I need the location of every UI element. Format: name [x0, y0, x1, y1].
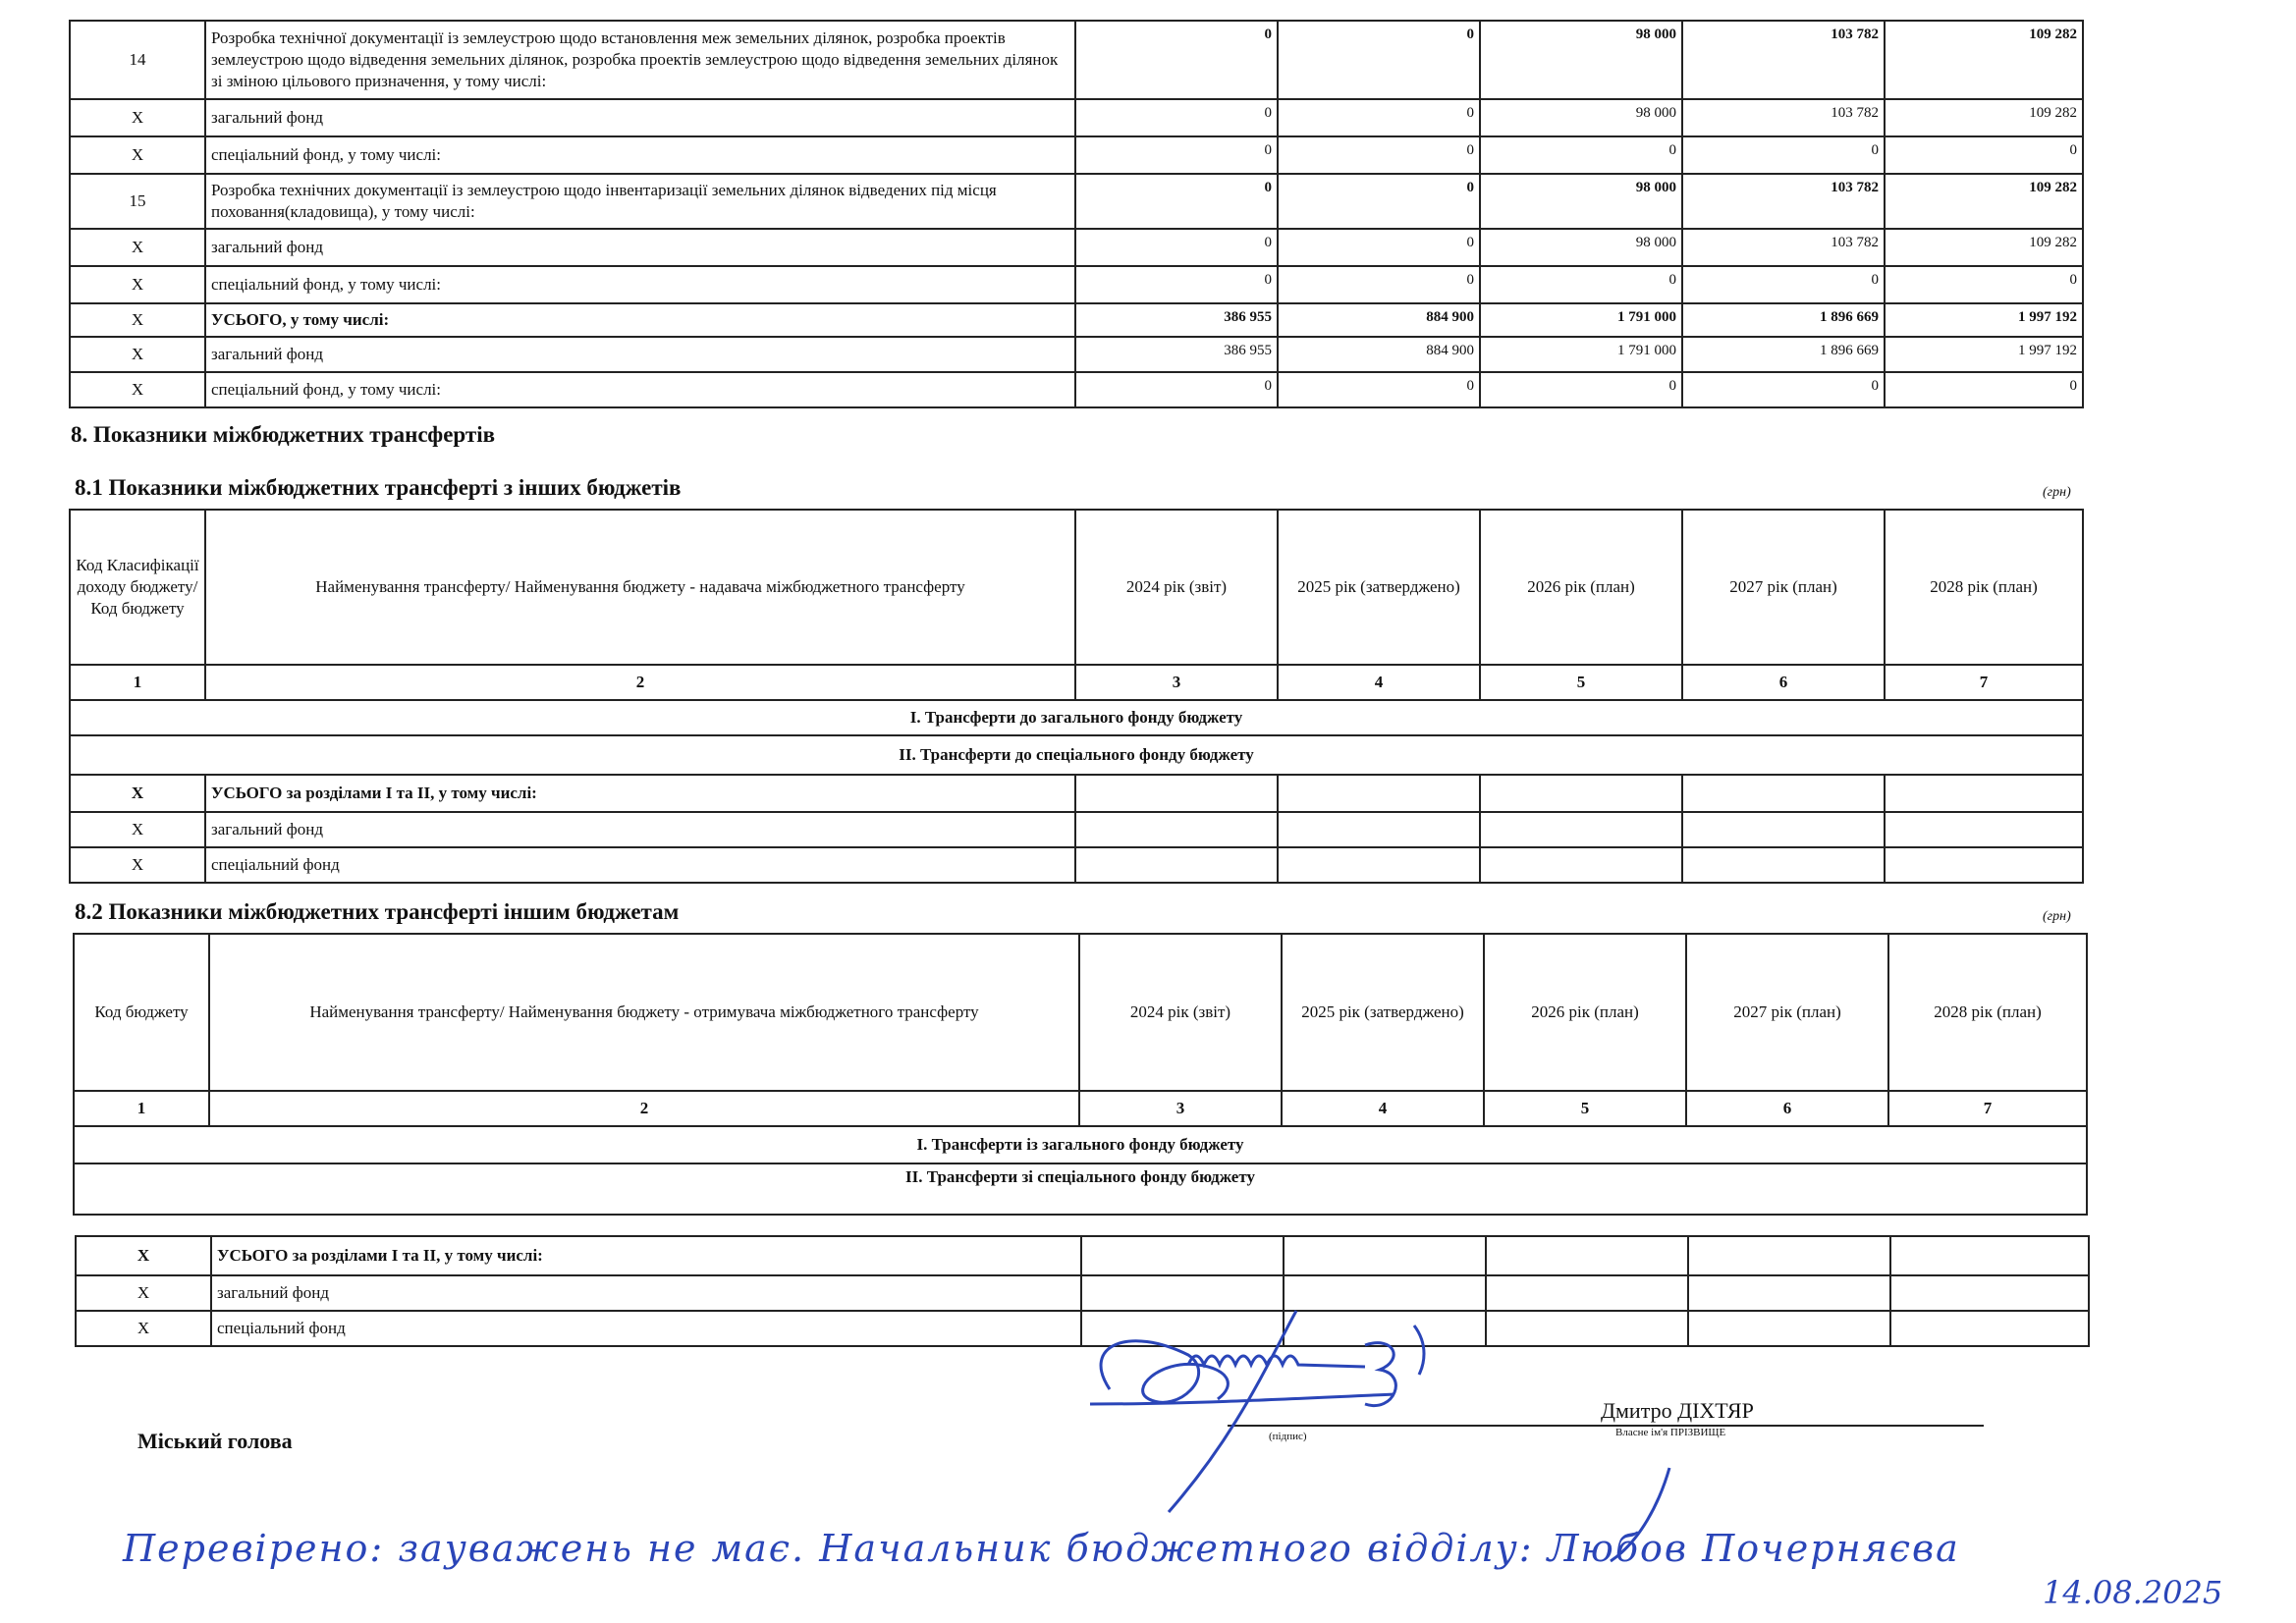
- row-code: X: [70, 775, 205, 812]
- value-2024: 0: [1075, 136, 1278, 174]
- row-code: X: [70, 266, 205, 303]
- table-row: [70, 21, 2083, 99]
- table-row: [70, 99, 2083, 136]
- name-caption: Власне ім'я ПРІЗВИЩЕ: [1615, 1427, 1726, 1438]
- table-row: [70, 136, 2083, 174]
- handwritten-signature: [1070, 1306, 1561, 1532]
- value-2025: 884 900: [1278, 303, 1480, 337]
- row-name: спеціальний фонд: [205, 847, 1075, 883]
- value-2028: 109 282: [1885, 21, 2083, 99]
- value-2028: 109 282: [1885, 229, 2083, 266]
- value-2027: 103 782: [1682, 99, 1885, 136]
- group-general-fund: І. Трансферти до загального фонду бюджету: [70, 700, 2083, 735]
- value-2024: 0: [1075, 266, 1278, 303]
- handwritten-approval-note: Перевірено: зауважень не має. Начальник бюджетного відділу: Любов Почерняєва: [123, 1527, 1960, 1570]
- row-code: X: [70, 372, 205, 407]
- value-2027: 0: [1682, 372, 1885, 407]
- column-number: 7: [1888, 1091, 2087, 1126]
- row-code: X: [70, 303, 205, 337]
- value-2028: 1 997 192: [1885, 303, 2083, 337]
- value-2027: 1 896 669: [1682, 337, 1885, 372]
- row-code: 14: [70, 21, 205, 99]
- units-label: (грн): [2043, 909, 2071, 924]
- header-2028: 2028 рік (план): [1888, 934, 2087, 1091]
- value-2024: 386 955: [1075, 303, 1278, 337]
- section-8-2-title: 8.2 Показники міжбюджетних трансферті іншим бюджетам: [75, 899, 680, 924]
- column-number: 6: [1682, 665, 1885, 700]
- header-2026: 2026 рік (план): [1480, 510, 1682, 665]
- signer-position: Міський голова: [137, 1429, 293, 1453]
- transfers-out-table: [73, 933, 2088, 1216]
- row-code: X: [70, 99, 205, 136]
- value-2024: 0: [1075, 229, 1278, 266]
- table-row: [70, 337, 2083, 372]
- units-label: (грн): [2043, 485, 2071, 500]
- value-2027: 0: [1682, 266, 1885, 303]
- row-name: УСЬОГО, у тому числі:: [205, 303, 1075, 337]
- row-name: загальний фонд: [205, 812, 1075, 847]
- column-number: 2: [209, 1091, 1079, 1126]
- column-number: 4: [1278, 665, 1480, 700]
- section-8-title: 8. Показники міжбюджетних трансфертів: [71, 422, 496, 447]
- row-name: загальний фонд: [205, 337, 1075, 372]
- header-2025: 2025 рік (затверджено): [1282, 934, 1484, 1091]
- value-2028: 109 282: [1885, 99, 2083, 136]
- value-2027: 103 782: [1682, 229, 1885, 266]
- value-2024: 0: [1075, 372, 1278, 407]
- value-2028: 0: [1885, 136, 2083, 174]
- row-name: Розробка технічних документації із землеустрою щодо інвентаризації земельних ділянок відведених під місця поховання(кладовища), у тому числі:: [205, 174, 1075, 229]
- value-2026: 1 791 000: [1480, 337, 1682, 372]
- group-special-fund: ІІ. Трансферти зі спеціального фонду бюджету: [74, 1163, 2087, 1215]
- value-2026: 0: [1480, 136, 1682, 174]
- row-code: X: [70, 136, 205, 174]
- row-code: X: [70, 847, 205, 883]
- value-2028: 0: [1885, 372, 2083, 407]
- value-2024: 0: [1075, 21, 1278, 99]
- handwritten-date: 14.08.2025: [2043, 1574, 2223, 1611]
- column-number: 4: [1282, 1091, 1484, 1126]
- value-2025: 0: [1278, 174, 1480, 229]
- table-row: [70, 266, 2083, 303]
- column-number: 5: [1484, 1091, 1686, 1126]
- header-2027: 2027 рік (план): [1686, 934, 1888, 1091]
- header-code: Код бюджету: [74, 934, 209, 1091]
- header-name: Найменування трансферту/ Найменування бюджету - надавача міжбюджетного трансферту: [205, 510, 1075, 665]
- section-8-1-title: 8.1 Показники міжбюджетних трансферті з інших бюджетів: [75, 475, 682, 500]
- column-number: 5: [1480, 665, 1682, 700]
- value-2024: 0: [1075, 174, 1278, 229]
- row-name: загальний фонд: [211, 1275, 1081, 1311]
- value-2024: 386 955: [1075, 337, 1278, 372]
- row-name: спеціальний фонд, у тому числі:: [205, 266, 1075, 303]
- value-2025: 0: [1278, 266, 1480, 303]
- value-2026: 98 000: [1480, 174, 1682, 229]
- header-2027: 2027 рік (план): [1682, 510, 1885, 665]
- value-2027: 103 782: [1682, 21, 1885, 99]
- column-number: 6: [1686, 1091, 1888, 1126]
- value-2027: 0: [1682, 136, 1885, 174]
- value-2028: 1 997 192: [1885, 337, 2083, 372]
- value-2026: 1 791 000: [1480, 303, 1682, 337]
- column-number: 3: [1079, 1091, 1282, 1126]
- value-2025: 0: [1278, 21, 1480, 99]
- value-2027: 1 896 669: [1682, 303, 1885, 337]
- value-2026: 98 000: [1480, 99, 1682, 136]
- row-name: спеціальний фонд, у тому числі:: [205, 136, 1075, 174]
- value-2025: 884 900: [1278, 337, 1480, 372]
- transfers-in-table: [69, 509, 2084, 884]
- signature-caption: (підпис): [1269, 1431, 1307, 1442]
- row-code: X: [76, 1275, 211, 1311]
- column-number: 1: [74, 1091, 209, 1126]
- header-2028: 2028 рік (план): [1885, 510, 2083, 665]
- header-code: Код Класифікації доходу бюджету/Код бюджету: [70, 510, 205, 665]
- group-special-fund: ІІ. Трансферти до спеціального фонду бюджету: [70, 735, 2083, 775]
- value-2027: 103 782: [1682, 174, 1885, 229]
- row-code: X: [76, 1236, 211, 1275]
- value-2028: 109 282: [1885, 174, 2083, 229]
- row-name: загальний фонд: [205, 99, 1075, 136]
- value-2025: 0: [1278, 372, 1480, 407]
- column-number: 2: [205, 665, 1075, 700]
- value-2025: 0: [1278, 99, 1480, 136]
- column-number: 1: [70, 665, 205, 700]
- row-name: Розробка технічної документації із землеустрою щодо встановлення меж земельних ділянок, розробка проектів землеустрою щодо відведення земельних ділянок, розробка проектів землеустрою щодо відведення земельних ділянок зі зміною цільового призначення, у тому числі:: [205, 21, 1075, 99]
- value-2026: 98 000: [1480, 21, 1682, 99]
- value-2025: 0: [1278, 229, 1480, 266]
- row-name: спеціальний фонд: [211, 1311, 1081, 1346]
- value-2028: 0: [1885, 266, 2083, 303]
- header-name: Найменування трансферту/ Найменування бюджету - отримувача міжбюджетного трансферту: [209, 934, 1079, 1091]
- table-row: [70, 229, 2083, 266]
- group-general-fund: І. Трансферти із загального фонду бюджету: [74, 1126, 2087, 1163]
- value-2024: 0: [1075, 99, 1278, 136]
- row-code: X: [70, 229, 205, 266]
- row-name: загальний фонд: [205, 229, 1075, 266]
- header-2025: 2025 рік (затверджено): [1278, 510, 1480, 665]
- value-2026: 0: [1480, 266, 1682, 303]
- row-code: X: [70, 337, 205, 372]
- column-number: 7: [1885, 665, 2083, 700]
- row-code: 15: [70, 174, 205, 229]
- header-2024: 2024 рік (звіт): [1079, 934, 1282, 1091]
- row-name: УСЬОГО за розділами І та ІІ, у тому числі:: [205, 775, 1075, 812]
- header-2026: 2026 рік (план): [1484, 934, 1686, 1091]
- header-2024: 2024 рік (звіт): [1075, 510, 1278, 665]
- value-2025: 0: [1278, 136, 1480, 174]
- value-2026: 0: [1480, 372, 1682, 407]
- value-2026: 98 000: [1480, 229, 1682, 266]
- row-code: X: [76, 1311, 211, 1346]
- table-row: [70, 174, 2083, 229]
- row-code: X: [70, 812, 205, 847]
- signer-name: Дмитро ДІХТЯР: [1601, 1398, 1754, 1423]
- row-name: УСЬОГО за розділами І та ІІ, у тому числі:: [211, 1236, 1081, 1275]
- column-number: 3: [1075, 665, 1278, 700]
- row-name: спеціальний фонд, у тому числі:: [205, 372, 1075, 407]
- table-row: [70, 303, 2083, 337]
- table-row: [70, 372, 2083, 407]
- expenditure-table: [69, 20, 2084, 408]
